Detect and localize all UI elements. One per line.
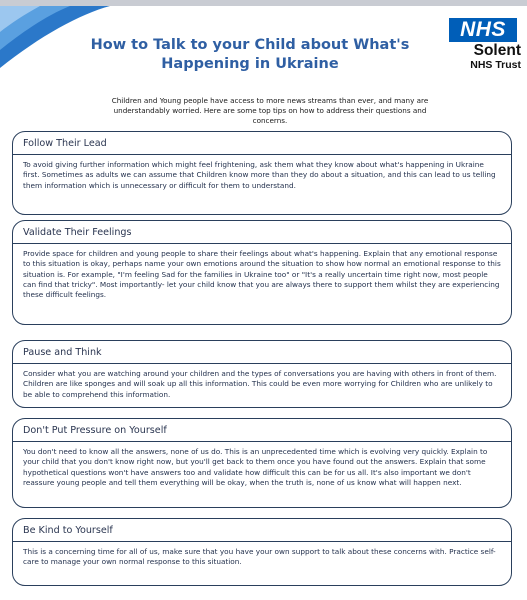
tip-box-validate-feelings [12, 220, 512, 325]
tip-body: Consider what you are watching around your children and the types of conversations you are having with others in front of them. Children are like sponges and will soak up all this information. This could be even more worrying for Children who are unlikely to be able to comprehend this information. [23, 369, 497, 399]
title-line-2: Happening in Ukraine [161, 56, 339, 72]
intro-paragraph: Children and Young people have access to more news streams than ever, and many are understandably worried. Here are some top tips on how to address their questions and concerns. [111, 96, 429, 125]
tip-box-no-pressure [12, 418, 512, 508]
logo-org-name: Solent [473, 42, 521, 59]
tip-heading: Don't Put Pressure on Yourself [23, 425, 167, 436]
tip-heading: Follow Their Lead [23, 138, 107, 149]
tip-heading: Pause and Think [23, 347, 102, 358]
tip-body: You don't need to know all the answers, none of us do. This is an unprecedented time which is evolving very quickly. Explain to your child that you don't know right now, but you'll get back to them once you have found out the answers. Explain that some hypothetical questions won't have answers too and validate how difficult this can be for us all. It's also important we don't reassure young people and tell them everything will be okay, when the truth is, none of us know what will happen next. [23, 447, 488, 487]
tip-body: Provide space for children and young people to share their feelings about what's happening. Explain that any emotional response to this situation is okay, perhaps name your own emotions around the situation to show how normal an emotional response to this situation is. For example, "I'm feeling Sad for the families in Ukraine too" or "It's a really uncertain time right now, most people can find that tricky". Most importantly- let your child know that you are always there to support them whilst they are experiencing these difficult feelings. [23, 249, 501, 300]
title-line-1: How to Talk to your Child about What's [90, 37, 410, 53]
logo-trust-name: NHS Trust [470, 59, 521, 71]
tip-heading: Be Kind to Yourself [23, 525, 113, 536]
nhs-solent-logo [443, 18, 521, 71]
tip-body: This is a concerning time for all of us, make sure that you have your own support to talk about these concerns with. Practice self-care to manage your own normal response to this situation. [23, 547, 496, 567]
tip-box-follow-their-lead [12, 131, 512, 215]
tip-body: To avoid giving further information which might feel frightening, ask them what they know about what's happening in Ukraine first. Sometimes as adults we can assume that Children know more than they do about a situation, and this can lead to us telling them information which is unnecessary or difficult for them to understand. [23, 160, 496, 190]
tip-box-be-kind [12, 518, 512, 586]
tip-heading: Validate Their Feelings [23, 227, 132, 238]
tip-box-pause-and-think [12, 340, 512, 408]
nhs-badge: NHS [449, 18, 517, 42]
page-title [80, 36, 420, 74]
